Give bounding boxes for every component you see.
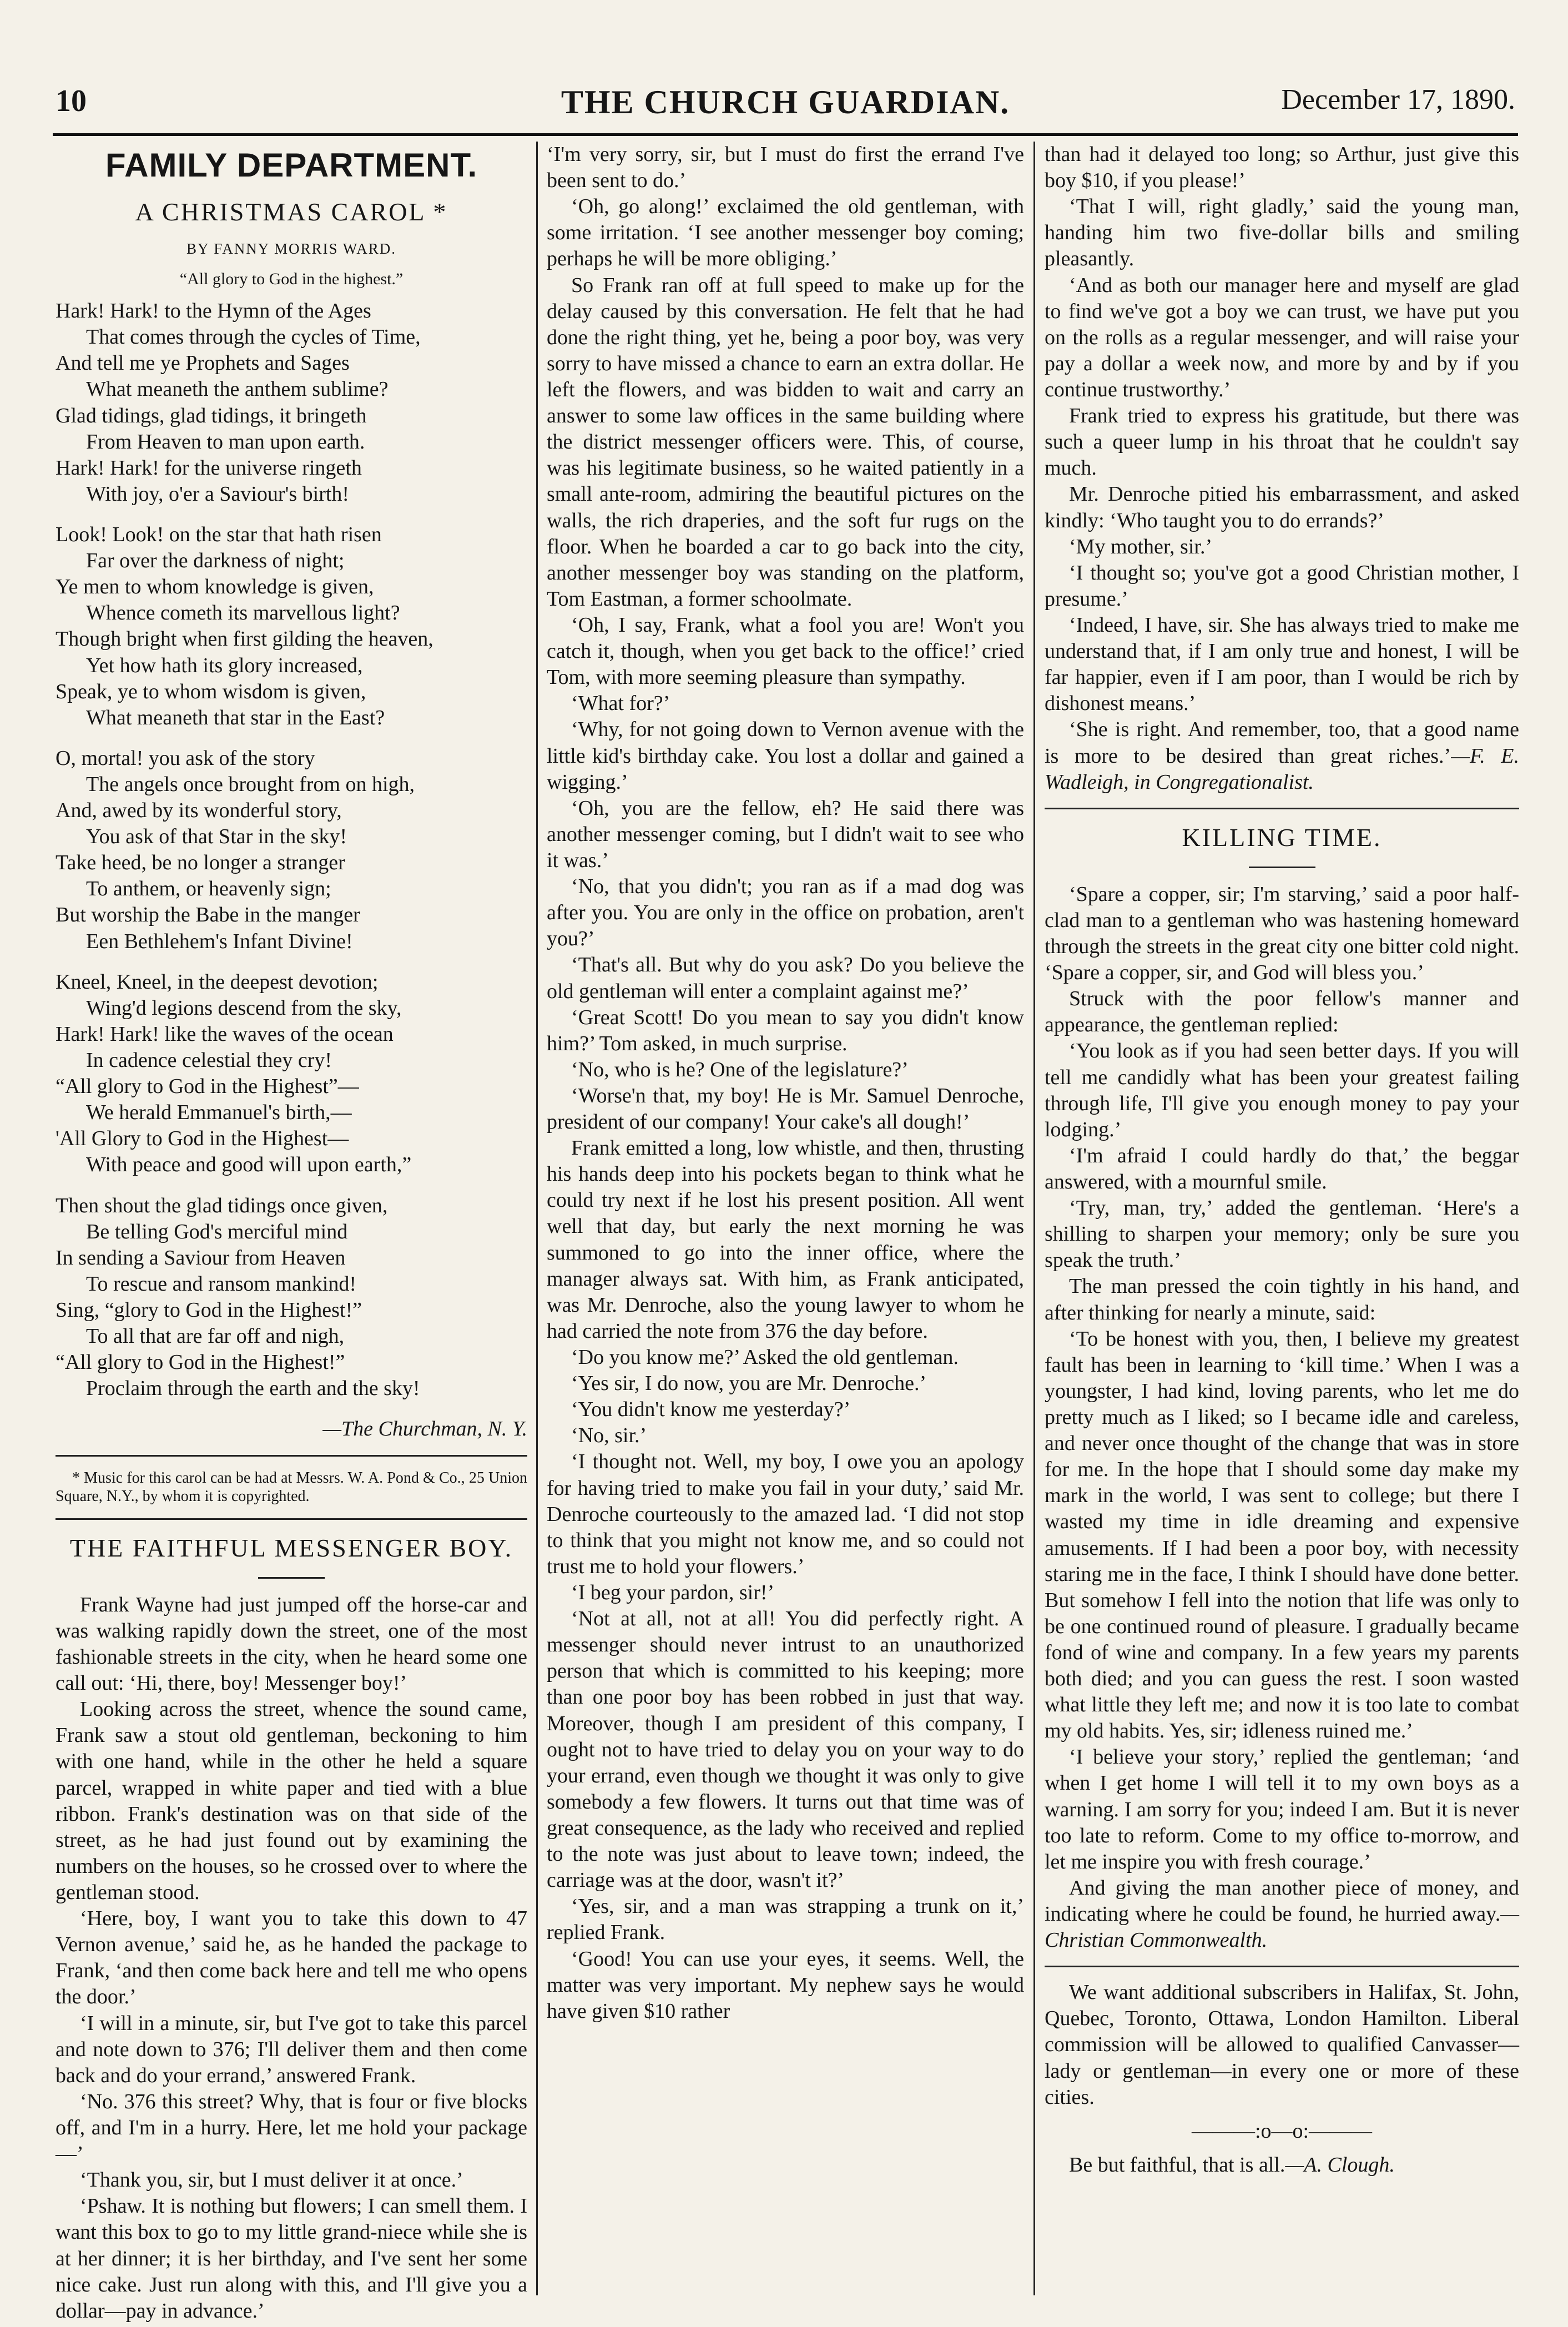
paragraph-text: And giving the man another piece of money, and indicating where he could be found, he hurried away. bbox=[1045, 1876, 1519, 1926]
newspaper-title: THE CHURCH GUARDIAN. bbox=[561, 84, 1010, 120]
poem-line: The angels once brought from on high, bbox=[86, 772, 415, 796]
paragraph: ‘I thought not. Well, my boy, I owe you an apology for having tried to make you fail in your duty,’ said Mr. Denroche courteously to the amazed lad. ‘I did not stop to think that you might not know me, and so could not trust me to hold your flowers.’ bbox=[547, 1450, 1024, 1578]
poem-line: Then shout the glad tidings once given, bbox=[56, 1193, 388, 1217]
header-rule bbox=[53, 133, 1518, 136]
paragraph: ‘That I will, right gladly,’ said the young man, handing him two five-dollar bills and smiling pleasantly. bbox=[1045, 195, 1519, 271]
department-heading: FAMILY DEPARTMENT. bbox=[105, 147, 478, 184]
paragraph-text: ‘She is right. And remember, too, that a good name is more to be desired than great riches.’ bbox=[1045, 718, 1519, 768]
paragraph: So Frank ran off at full speed to make up for the delay caused by this conversation. He felt that he had done the right thing, yet he, being a poor boy, was very sorry to have missed a chance to earn an extra dollar. He left the flowers, and was bidden to wait and carry an answer to some law offices in the same building where the district messenger officers were. This, of course, was his legitimate business, so he waited patiently in a small ante-room, admiring the beautiful pictures on the walls, the rich draperies, and the soft fur rugs on the floor. When he boarded a car to go back into the city, another messenger boy was standing on the platform, Tom Eastman, a former schoolmate. bbox=[547, 273, 1024, 611]
column-divider bbox=[1033, 142, 1035, 2295]
paragraph: ‘Spare a copper, sir; I'm starving,’ said a poor half-clad man to a gentleman who was hastening homeward through the streets in the great city one bitter cold night. ‘Spare a copper, sir, and God will bless you.’ bbox=[1045, 882, 1519, 985]
issue-date: December 17, 1890. bbox=[1281, 84, 1515, 115]
poem-line: To rescue and ransom mankind! bbox=[86, 1272, 356, 1296]
column-3 bbox=[1045, 142, 1519, 2295]
paragraph: ‘Do you know me?’ Asked the old gentleman. bbox=[571, 1346, 959, 1369]
paragraph: ‘And as both our manager here and myself are glad to find we've got a boy we can trust, we have put you on the rolls as a regular messenger, and will raise your pay a dollar a week now, and more by and by if you continue trustworthy.’ bbox=[1045, 273, 1519, 401]
paragraph: Mr. Denroche pitied his embarrassment, and asked kindly: ‘Who taught you to do errands?’ bbox=[1045, 482, 1519, 532]
paragraph: ‘Oh, go along!’ exclaimed the old gentleman, with some irritation. ‘I see another messenger boy coming; perhaps he will be more obliging.’ bbox=[547, 195, 1024, 271]
paragraph: Frank Wayne had just jumped off the horse-car and was walking rapidly down the street, one of the most fashionable streets in the city, when he heard some one call out: ‘Hi, there, boy! Messenger boy!’ bbox=[56, 1593, 527, 1695]
subscriber-notice bbox=[1045, 1980, 1519, 2111]
closing-quote bbox=[1045, 2152, 1519, 2178]
poem-line: With peace and good will upon earth,” bbox=[86, 1153, 412, 1177]
poem-line: Whence cometh its marvellous light? bbox=[86, 601, 400, 625]
poem-line: Take heed, be no longer a stranger bbox=[56, 851, 345, 875]
poem-line: What meaneth that star in the East? bbox=[86, 706, 385, 729]
story-text bbox=[1045, 142, 1519, 717]
notice-text: We want additional subscribers in Halifax, St. John, Quebec, Toronto, Ottawa, London Hamilton. Liberal commission will be allowed to qualified Canvasser—lady or gentleman—in every one or more of these cities. bbox=[1045, 1981, 1519, 2109]
poem-line: And tell me ye Prophets and Sages bbox=[56, 351, 350, 375]
section-rule bbox=[56, 1455, 527, 1457]
paragraph: ‘You look as if you had seen better days. If you will tell me candidly what has been your greatest failing through life, I'll give you enough money to pay your lodging.’ bbox=[1045, 1039, 1519, 1141]
poem-line: Kneel, Kneel, in the deepest devotion; bbox=[56, 970, 379, 994]
poem-footnote: * Music for this carol can be had at Messrs. W. A. Pond & Co., 25 Union Square, N.Y., by whom it is copyrighted. bbox=[56, 1469, 527, 1505]
poem-line: Yet how hath its glory increased, bbox=[86, 653, 363, 677]
poem-body bbox=[56, 298, 527, 1402]
paragraph: ‘No, sir.’ bbox=[571, 1424, 647, 1448]
paragraph: ‘No. 376 this street? Why, that is four or five blocks off, and I'm in a hurry. Here, let me hold your package—’ bbox=[56, 2089, 527, 2166]
paragraph: ‘To be honest with you, then, I believe my greatest fault has been in learning to ‘kill time.’ When I was a youngster, I had kind, loving parents, who let me do pretty much as I liked; so I became idle and careless, and never once thought of the change that was in store for me. In the hope that I should some day make my mark in the world, I was sent to college; but there I wasted my time in idle dreaming and expensive amusements. If I had been a poor boy, with necessity staring me in the face, I think I should have done better. But somehow I fell into the notion that life was only to be one continued round of pleasure. I gradually became fond of wine and company. In a few years my parents both died; and you can guess the rest. I soon wasted what little they left me; and now it is too late to combat my old habits. Yes, sir; idleness ruined me.’ bbox=[1045, 1327, 1519, 1743]
paragraph: ‘I'm afraid I could hardly do that,’ the beggar answered, with a mournful smile. bbox=[1045, 1144, 1519, 1193]
story-text bbox=[56, 1592, 527, 2324]
poem-line: Wing'd legions descend from the sky, bbox=[86, 996, 402, 1020]
poem-line: Proclaim through the earth and the sky! bbox=[86, 1377, 420, 1401]
paragraph: ‘Oh, you are the fellow, eh? He said there was another messenger coming, but I didn't wait to see who it was.’ bbox=[547, 796, 1024, 872]
poem-line: O, mortal! you ask of the story bbox=[56, 746, 315, 770]
paragraph: ‘Worse'n that, my boy! He is Mr. Samuel Denroche, president of our company! Your cake's all dough!’ bbox=[547, 1084, 1024, 1134]
paragraph: ‘Yes, sir, and a man was strapping a trunk on it,’ replied Frank. bbox=[547, 1895, 1024, 1945]
paragraph: ‘Indeed, I have, sir. She has always tried to make me understand that, if I am only true and honest, I will be far happier, even if I am poor, than I would be rich by dishonest means.’ bbox=[1045, 613, 1519, 716]
paragraph: Looking across the street, whence the sound came, Frank saw a stout old gentleman, beckoning to him with one hand, while in the other he held a square parcel, wrapped in white paper and tied with a blue ribbon. Frank's destination was on that side of the street, as he had just found out by examining the numbers on the houses, so he crossed over to where the gentleman stood. bbox=[56, 1698, 527, 1904]
paragraph: ‘Good! You can use your eyes, it seems. Well, the matter was very important. My nephew says he would have given $10 rather bbox=[547, 1947, 1024, 2023]
section-rule bbox=[1045, 808, 1519, 809]
poem-line: Though bright when first gilding the heaven, bbox=[56, 627, 433, 651]
poem-line: To anthem, or heavenly sign; bbox=[86, 877, 331, 901]
story-text bbox=[1045, 882, 1519, 1875]
paragraph: ‘Yes sir, I do now, you are Mr. Denroche.’ bbox=[571, 1372, 927, 1396]
paragraph: The man pressed the coin tightly in his hand, and after thinking for nearly a minute, said: bbox=[1045, 1275, 1519, 1324]
poem-stanza bbox=[56, 522, 527, 731]
paragraph: ‘Here, boy, I want you to take this down to 47 Vernon avenue,’ said he, as he handed the package to Frank, ‘and then come back here and tell me who opens the door.’ bbox=[56, 1907, 527, 2009]
title-rule bbox=[1249, 867, 1315, 868]
poem-line: Een Bethlehem's Infant Divine! bbox=[86, 929, 353, 953]
poem-line: Hark! Hark! to the Hymn of the Ages bbox=[56, 299, 371, 323]
paragraph: ‘Pshaw. It is nothing but flowers; I can smell them. I want this box to go to my little grand-niece while she is at her dinner; it is her birthday, and I've sent her some nice cake. Just run along with this, and I'll give you a dollar—pay in advance.’ bbox=[56, 2194, 527, 2323]
story-attribution: —F. E. Wadleigh, in Congregationalist. bbox=[1045, 744, 1519, 794]
poem-line: Hark! Hark! for the universe ringeth bbox=[56, 456, 362, 480]
column-divider bbox=[536, 142, 538, 2295]
poem-line: That comes through the cycles of Time, bbox=[86, 325, 421, 349]
poem-line: Hark! Hark! like the waves of the ocean bbox=[56, 1022, 394, 1046]
poem-line: What meaneth the anthem sublime? bbox=[86, 377, 389, 401]
paragraph: ‘You didn't know me yesterday?’ bbox=[571, 1398, 851, 1422]
column-2 bbox=[547, 142, 1024, 2295]
closing-attribution: —A. Clough. bbox=[1285, 2153, 1395, 2177]
paragraph: ‘Try, man, try,’ added the gentleman. ‘Here's a shilling to sharpen your memory; only be sure you speak the truth.’ bbox=[1045, 1196, 1519, 1272]
paragraph: ‘I will in a minute, sir, but I've got to take this parcel and note down to 376; I'll deliver them and then come back and do your errand,’ answered Frank. bbox=[56, 2011, 527, 2087]
poem-line: To all that are far off and nigh, bbox=[86, 1324, 345, 1348]
story-title: KILLING TIME. bbox=[1182, 823, 1382, 852]
section-rule bbox=[56, 1518, 527, 1520]
story-attribution: —Christian Commonwealth. bbox=[1045, 1902, 1519, 1952]
poem-stanza bbox=[56, 1193, 527, 1402]
page-number: 10 bbox=[56, 84, 87, 118]
paragraph: ‘I'm very sorry, sir, but I must do first the errand I've been sent to do.’ bbox=[547, 143, 1024, 193]
paragraph: ‘That's all. But why do you ask? Do you believe the old gentleman will enter a complaint against me?’ bbox=[547, 953, 1024, 1003]
paragraph: ‘My mother, sir.’ bbox=[1069, 535, 1213, 558]
poem-byline: BY FANNY MORRIS WARD. bbox=[186, 240, 397, 258]
poem-title: A CHRISTMAS CAROL * bbox=[135, 198, 448, 226]
paragraph: ‘Why, for not going down to Vernon avenue with the little kid's birthday cake. You lost a dollar and gained a wigging.’ bbox=[547, 718, 1024, 794]
poem-line: In sending a Saviour from Heaven bbox=[56, 1246, 346, 1270]
paragraph: ‘Oh, I say, Frank, what a fool you are! Won't you catch it, though, when you get back to the office!’ cried Tom, with more seeming pleasure than sympathy. bbox=[547, 613, 1024, 689]
paragraph: ‘Thank you, sir, but I must deliver it at once.’ bbox=[80, 2168, 463, 2192]
paragraph: ‘I thought so; you've got a good Christian mother, I presume.’ bbox=[1045, 561, 1519, 611]
paragraph: ‘Not at all, not at all! You did perfectly right. A messenger should never intrust to an unauthorized person that which is committed to his keeping; more than one poor boy has been robbed in just that way. Moreover, though I am president of this company, I ought not to have tried to delay you on your way to do your errand, even though we thought it was only to give somebody a few flowers. It turns out that time was of great consequence, as the lady who received and replied to the note was just about to leave town; indeed, the carriage was at the door, wasn't it?’ bbox=[547, 1607, 1024, 1892]
poem-stanza bbox=[56, 746, 527, 955]
poem-line: Speak, ye to whom wisdom is given, bbox=[56, 679, 366, 703]
paragraph: ‘I believe your story,’ replied the gentleman; ‘and when I get home I will tell it to my own boys as a warning. I am sorry for you; indeed I am. But it is never too late to reform. Come to my office to-morrow, and let me inspire you with fresh courage.’ bbox=[1045, 1745, 1519, 1873]
poem-stanza bbox=[56, 969, 527, 1178]
masthead bbox=[56, 83, 1515, 136]
title-rule bbox=[258, 1577, 325, 1579]
paragraph: ‘I beg your pardon, sir!’ bbox=[571, 1581, 775, 1605]
poem-line: Sing, “glory to God in the Highest!” bbox=[56, 1298, 362, 1322]
paragraph: ‘No, that you didn't; you ran as if a mad dog was after you. You are only in the office on probation, aren't you?’ bbox=[547, 875, 1024, 951]
poem-line: 'All Glory to God in the Highest— bbox=[56, 1127, 349, 1151]
poem-line: From Heaven to man upon earth. bbox=[86, 430, 365, 454]
poem-line: Glad tidings, glad tidings, it bringeth bbox=[56, 404, 367, 427]
poem-line: But worship the Babe in the manger bbox=[56, 903, 360, 927]
story-last-paragraph bbox=[1045, 1875, 1519, 1953]
story-text bbox=[547, 142, 1024, 2024]
poem-line: We herald Emmanuel's birth,— bbox=[86, 1101, 352, 1125]
poem-line: In cadence celestial they cry! bbox=[86, 1049, 332, 1072]
paragraph: than had it delayed too long; so Arthur, just give this boy $10, if you please!’ bbox=[1045, 143, 1519, 193]
story-title: THE FAITHFUL MESSENGER BOY. bbox=[69, 1533, 513, 1562]
paragraph: Struck with the poor fellow's manner and appearance, the gentleman replied: bbox=[1045, 987, 1519, 1037]
column-1 bbox=[56, 142, 527, 2323]
poem-epigraph: “All glory to God in the highest.” bbox=[179, 269, 404, 288]
poem-line: Ye men to whom knowledge is given, bbox=[56, 575, 374, 599]
poem-line: You ask of that Star in the sky! bbox=[86, 825, 347, 849]
story-last-paragraph bbox=[1045, 717, 1519, 795]
poem-line: With joy, o'er a Saviour's birth! bbox=[86, 482, 350, 506]
paragraph: Frank emitted a long, low whistle, and then, thrusting his hands deep into his pockets began to think what he could try next if he lost his present position. All went well that day, but early the next morning he was summoned to go into the inner office, where the manager always sat. With him, as Frank anticipated, was Mr. Denroche, also the young lawyer to whom he had carried the note from 376 the day before. bbox=[547, 1136, 1024, 1343]
poem-stanza bbox=[56, 298, 527, 507]
poem-line: Look! Look! on the star that hath risen bbox=[56, 522, 382, 546]
poem-line: “All glory to God in the Highest!” bbox=[56, 1351, 345, 1374]
poem-attribution: —The Churchman, N. Y. bbox=[322, 1417, 527, 1441]
poem-line: “All glory to God in the Highest”— bbox=[56, 1075, 359, 1099]
paragraph: ‘Great Scott! Do you mean to say you didn't know him?’ Tom asked, in much surprise. bbox=[547, 1005, 1024, 1055]
poem-line: And, awed by its wonderful story, bbox=[56, 799, 342, 823]
paragraph: ‘No, who is he? One of the legislature?’ bbox=[571, 1057, 909, 1081]
poem-line: Far over the darkness of night; bbox=[86, 549, 345, 573]
section-rule bbox=[1045, 1966, 1519, 1967]
closing-text: Be but faithful, that is all. bbox=[1069, 2153, 1285, 2177]
separator: ———:o—o:——— bbox=[1191, 2119, 1373, 2143]
paragraph: Frank tried to express his gratitude, but there was such a queer lump in his throat that he couldn't say much. bbox=[1045, 404, 1519, 480]
paragraph: ‘What for?’ bbox=[571, 692, 670, 716]
poem-line: Be telling God's merciful mind bbox=[86, 1220, 348, 1243]
